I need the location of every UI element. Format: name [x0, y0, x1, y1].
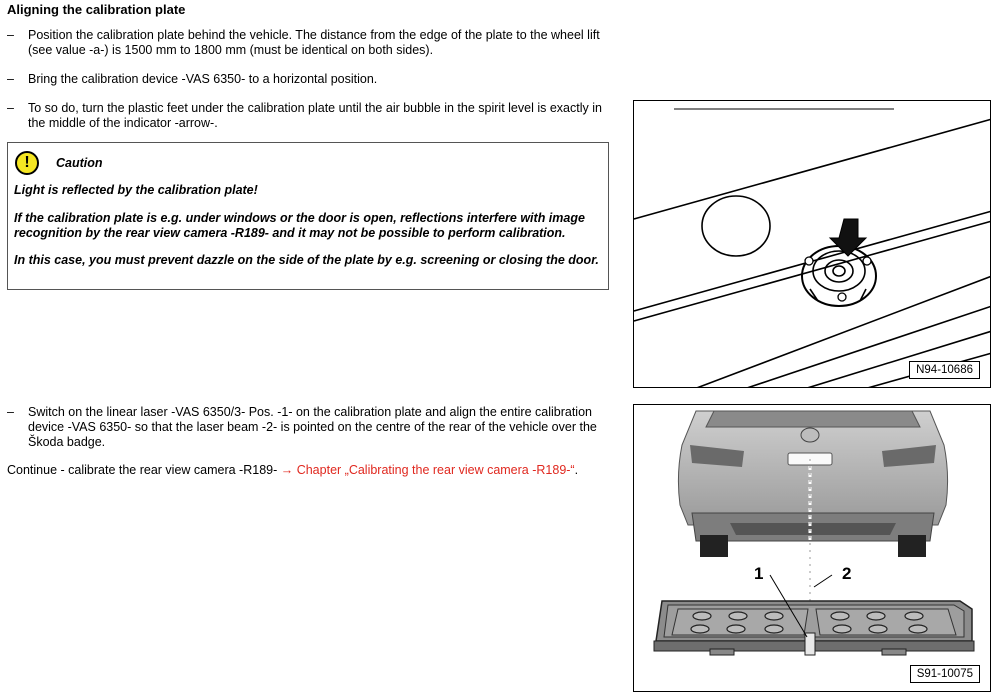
step-text: Switch on the linear laser -VAS 6350/3- Pos. -1- on the calibration plate and align the entire calibration device -VAS 6350- so that the laser beam -2- is pointed on the centre of the rear of the vehicle over the Škoda badge. [28, 405, 597, 449]
warning-exclamation-icon: ! [15, 151, 39, 175]
step-dash: – [7, 72, 14, 86]
callout-1: 1 [754, 564, 764, 583]
caution-paragraph-2: If the calibration plate is e.g. under windows or the door is open, reflections interfere with image recognition by the rear view camera -R189- and it may not be possible to perform calibration. [14, 211, 585, 240]
continue-text: Continue - calibrate the rear view camera -R189- [7, 463, 281, 477]
figure-laser-alignment [633, 404, 991, 692]
step-text: To so do, turn the plastic feet under the calibration plate until the air bubble in the spirit level is exactly in the middle of the indicator -arrow-. [28, 101, 602, 130]
section-title: Aligning the calibration plate [7, 2, 186, 17]
step-dash: – [7, 28, 14, 42]
caution-heading: Caution [56, 156, 103, 170]
spirit-level-illustration [634, 101, 991, 388]
step-dash: – [7, 101, 14, 115]
step-text: Position the calibration plate behind the vehicle. The distance from the edge of the plate to the wheel lift (see value -a-) is 1500 mm to 1800 mm (must be identical on both sides). [28, 28, 600, 57]
callout-2: 2 [842, 564, 852, 583]
step-dash: – [7, 405, 14, 419]
continue-line [7, 463, 617, 477]
caution-paragraph-3: In this case, you must prevent dazzle on the side of the plate by e.g. screening or closing the door. [14, 253, 599, 267]
figure-label: S91-10075 [910, 665, 980, 683]
step-text: Bring the calibration device -VAS 6350- to a horizontal position. [28, 72, 378, 86]
caution-paragraph-1: Light is reflected by the calibration plate! [14, 183, 258, 197]
vehicle-calibration-illustration [634, 405, 991, 692]
figure-label: N94-10686 [909, 361, 980, 379]
caution-box [7, 142, 609, 290]
figure-spirit-level [633, 100, 991, 388]
continue-suffix: . [574, 463, 579, 477]
chapter-link[interactable]: → Chapter „Calibrating the rear view camera -R189-“ [280, 463, 575, 477]
